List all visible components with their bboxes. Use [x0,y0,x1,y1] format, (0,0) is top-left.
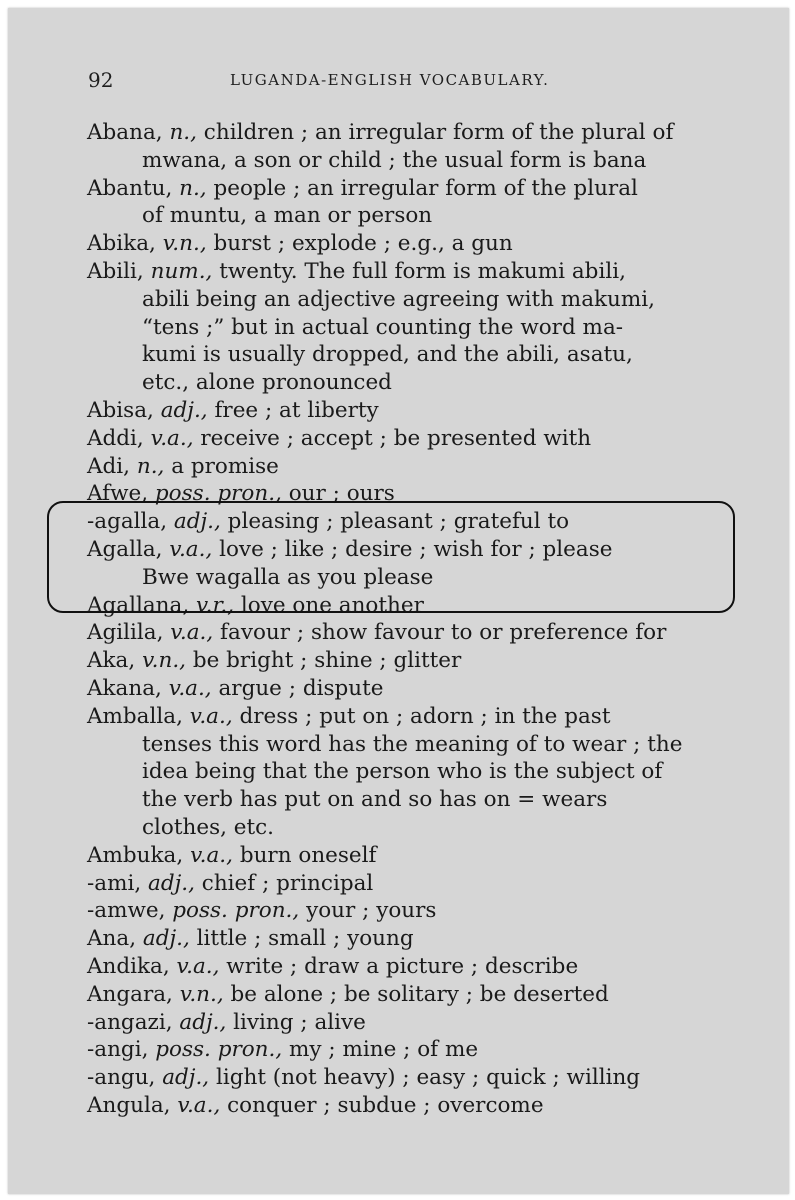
vocabulary-entries [87,119,747,1120]
part-of-speech: adj., [142,926,190,952]
part-of-speech: adj., [179,1009,227,1035]
definition-text: dress ; put on ; adorn ; in the past [232,703,611,729]
definition-text: argue ; dispute [211,675,384,701]
definition-text: twenty. The full form is makumi abili, [212,258,626,284]
entry-line [87,258,747,286]
entry-line [87,397,747,425]
part-of-speech: v.r., [196,592,235,618]
entry-continuation-line [87,286,747,314]
part-of-speech: v.a., [150,425,194,451]
part-of-speech: num., [150,258,213,284]
definition-text: light (not heavy) ; easy ; quick ; willing [209,1065,641,1091]
page-header [88,68,728,96]
entry-line [87,953,747,981]
definition-text: favour ; show favour to or preference for [213,620,667,646]
running-title: LUGANDA-ENGLISH VOCABULARY. [230,71,550,89]
definition-text: idea being that the person who is the subject of [142,759,663,785]
entry-line [87,981,747,1009]
definition-text: of muntu, a man or person [142,203,433,229]
entry-continuation-line [87,369,747,397]
part-of-speech: v.a., [177,1092,221,1118]
definition-text: your ; yours [299,898,437,924]
headword: Akana, [87,675,162,701]
entry-line [87,647,747,675]
part-of-speech: adj., [148,870,195,896]
headword: Abika, [87,231,156,257]
definition-text: our ; ours [281,481,395,507]
entry-line [87,870,747,898]
entry-line [87,453,747,481]
entry-line [87,119,747,147]
part-of-speech: n., [136,453,165,479]
part-of-speech: n., [169,120,197,145]
headword: Amballa, [87,703,183,729]
definition-text: kumi is usually dropped, and the abili, asatu, [142,342,633,368]
entry-line [87,1064,747,1092]
headword: Agalla, [87,536,163,562]
headword: Agallana, [87,592,190,618]
entry-line [87,425,747,453]
part-of-speech: v.n., [179,981,224,1007]
headword: Ambuka, [87,842,184,868]
definition-text: write ; draw a picture ; describe [219,953,579,979]
part-of-speech: adj., [160,397,208,423]
definition-text: abili being an adjective agreeing with makumi, [142,286,655,312]
definition-text: burn oneself [232,842,377,868]
headword: Abili, [87,258,144,284]
definition-text: pleasing ; pleasant ; grateful to [220,509,570,535]
definition-text: conquer ; subdue ; overcome [220,1092,544,1118]
entry-continuation-line [87,786,747,814]
entry-line [87,175,747,203]
part-of-speech: v.a., [190,842,233,868]
headword: -amwe, [87,898,166,924]
headword: Agilila, [87,620,164,646]
entry-line [87,675,747,703]
definition-text: my ; mine ; of me [282,1037,479,1063]
headword: Abana, [87,120,163,145]
part-of-speech: adj., [162,1065,210,1091]
entry-continuation-line [87,147,747,175]
entry-line [87,536,747,564]
definition-text: mwana, a son or child ; the usual form is bana [142,147,647,173]
entry-line [87,897,747,925]
part-of-speech: adj., [173,509,221,535]
entry-line [87,842,747,870]
page-number: 92 [88,68,114,92]
part-of-speech: v.n., [142,648,187,674]
headword: Angara, [87,981,173,1007]
headword: -angi, [87,1037,149,1063]
definition-text: etc., alone pronounced [142,370,392,396]
part-of-speech: poss. pron., [172,898,300,924]
scanned-page [8,8,789,1194]
definition-text: receive ; accept ; be presented with [193,425,592,451]
entry-continuation-line [87,202,747,230]
definition-text: children ; an irregular form of the plural of [196,120,674,145]
entry-continuation-line [87,814,747,842]
part-of-speech: v.a., [168,675,212,701]
definition-text: free ; at liberty [207,397,379,423]
definition-text: clothes, etc. [142,814,275,840]
entry-continuation-line [87,731,747,759]
definition-text: be bright ; shine ; glitter [186,648,462,674]
headword: -agalla, [87,509,168,535]
entry-line [87,1036,747,1064]
headword: Ana, [87,926,137,952]
part-of-speech: v.a., [176,953,220,979]
headword: Abisa, [87,397,154,423]
entry-line [87,592,747,620]
entry-continuation-line [87,758,747,786]
definition-text: living ; alive [226,1009,366,1035]
definition-text: chief ; principal [194,870,374,896]
definition-text: people ; an irregular form of the plural [206,175,638,201]
entry-line [87,925,747,953]
entry-line [87,1009,747,1037]
part-of-speech: v.n., [162,231,207,257]
part-of-speech: poss. pron., [154,481,282,507]
part-of-speech: v.a., [189,703,233,729]
entry-line [87,1092,747,1120]
definition-text: the verb has put on and so has on = wears [142,787,608,813]
definition-text: love one another [234,592,424,618]
part-of-speech: poss. pron., [155,1037,283,1063]
entry-line [87,508,747,536]
headword: Addi, [87,425,144,451]
headword: Abantu, [87,175,173,201]
part-of-speech: n., [179,175,207,201]
headword: Angula, [87,1092,171,1118]
headword: -angu, [87,1065,156,1091]
definition-text: be alone ; be solitary ; be deserted [223,981,609,1007]
headword: Aka, [87,648,136,674]
definition-text: tenses this word has the meaning of to wear ; the [142,731,683,757]
entry-continuation-line [87,314,747,342]
headword: -angazi, [87,1009,173,1035]
entry-line [87,703,747,731]
part-of-speech: v.a., [169,536,213,562]
headword: Adi, [87,453,130,479]
part-of-speech: v.a., [170,620,214,646]
entry-line [87,230,747,258]
definition-text: a promise [164,453,279,479]
definition-text: “tens ;” but in actual counting the word ma- [142,314,624,340]
entry-continuation-line [87,564,747,592]
headword: Andika, [87,953,170,979]
definition-text: love ; like ; desire ; wish for ; please [212,536,613,562]
headword: -ami, [87,870,142,896]
entry-line [87,480,747,508]
entry-line [87,619,747,647]
headword: Afwe, [87,481,149,507]
definition-text: little ; small ; young [189,926,414,952]
definition-text: Bwe wagalla as you please [142,564,434,590]
definition-text: burst ; explode ; e.g., a gun [206,231,513,257]
entry-continuation-line [87,341,747,369]
